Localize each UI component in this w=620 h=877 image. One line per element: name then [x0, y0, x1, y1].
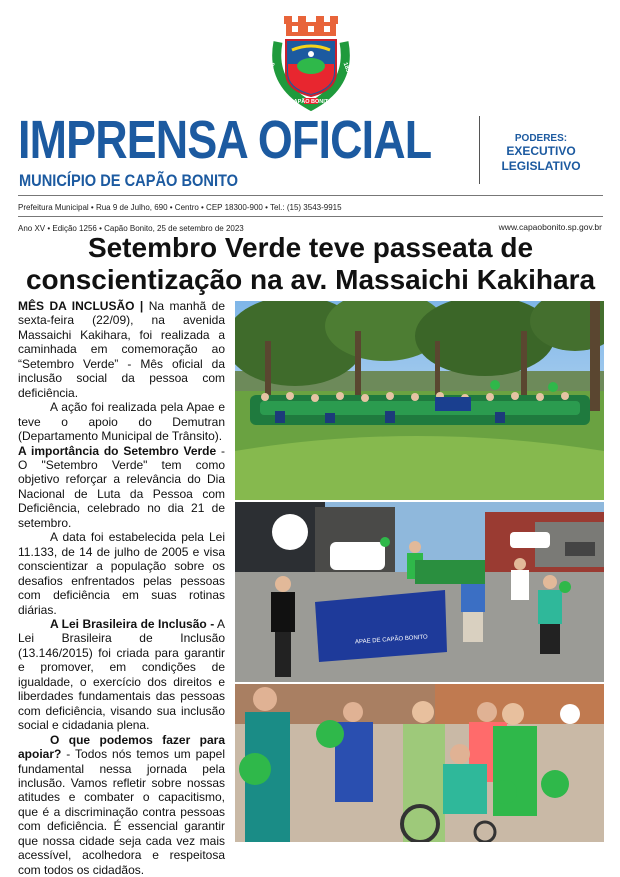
- section-heading: A Lei Brasileira de Inclusão -: [50, 616, 215, 631]
- photo-group-in-park: [235, 301, 604, 500]
- photo-street-march: [235, 502, 604, 682]
- masthead-divider: [479, 116, 480, 184]
- article-paragraph: A importância do Setembro Verde - O "Setembro Verde" tem como objetivo reforçar a relevância do Dia Nacional de Luta da Pessoa com Deficiência, celebrado no dia 21 de setembro.: [18, 443, 225, 530]
- edition-line: Ano XV • Edição 1256 • Capão Bonito, 25 de setembro de 2023: [18, 224, 244, 233]
- article-paragraph: A data foi estabelecida pela Lei 11.133, de 14 de julho de 2005 e visa conscientizar a população sobre os desafios enfrentados pelas pessoas com deficiência em suas rotinas diárias.: [18, 530, 225, 617]
- lead-label: MÊS DA INCLUSÃO |: [18, 299, 144, 313]
- crest-years-right: 1857: [341, 61, 352, 77]
- power-legislative: LEGISLATIVO: [501, 159, 581, 173]
- lead-text: Na manhã de sexta-feira (22/09), na avenida Massaichi Kakihara, foi realizada a caminhada em comemoração ao “Setembro Verde” - Mês oficial da inclusão social da pessoa com deficiência.: [18, 299, 225, 400]
- municipal-crest-logo: [268, 14, 354, 112]
- photo-participants-closeup: [235, 684, 604, 842]
- section-heading: O que podemos fazer para apoiar?: [18, 732, 225, 762]
- header-rule-top: [18, 195, 603, 196]
- powers-heading: PODERES:: [514, 133, 568, 144]
- article-paragraph: A Lei Brasileira de Inclusão - A Lei Brasileira de Inclusão (13.146/2015) foi criada para garantir e promover, em condições de igualdade, o exercício dos direitos e liberdades fundamentais das pessoas com deficiência, visando sua inclusão social e cidadania plena.: [18, 616, 225, 733]
- section-heading: A importância do Setembro Verde: [18, 443, 217, 458]
- article-paragraph: O que podemos fazer para apoiar? - Todos nós temos um papel fundamental nessa jornada pela inclusão. Vamos refletir sobre nossas atitudes e combater o capacitismo, que é a discriminação contra pessoas com deficiência. É essencial garantir que nossa cidade seja cada vez mais acessível, acolhedora e respeitosa com todos os cidadãos.: [18, 732, 225, 877]
- website-link[interactable]: www.capaobonito.sp.gov.br: [498, 222, 602, 232]
- banner-text: APAE DE CAPÃO BONITO: [354, 634, 428, 646]
- header-rule-bottom: [18, 216, 603, 217]
- article-paragraph: A ação foi realizada pela Apae e teve o apoio do Demutran (Departamento Municipal de Trânsito).: [18, 400, 225, 444]
- crest-years-left: 1843: [266, 61, 277, 77]
- newspaper-title: IMPRENSA OFICIAL: [18, 110, 432, 170]
- article-body: [18, 299, 225, 877]
- powers-box: [484, 133, 598, 174]
- address-line: Prefeitura Municipal • Rua 9 de Julho, 690 • Centro • CEP 18300-900 • Tel.: (15) 3543-9915: [18, 203, 342, 212]
- power-executive: EXECUTIVO: [506, 144, 576, 158]
- article-paragraph-lead: [18, 299, 225, 400]
- municipality-name: MUNICÍPIO DE CAPÃO BONITO: [19, 171, 239, 190]
- crest-name: CAPÃO BONITO: [289, 99, 333, 105]
- article-headline: Setembro Verde teve passeata de conscientização na av. Massaichi Kakihara: [25, 232, 596, 295]
